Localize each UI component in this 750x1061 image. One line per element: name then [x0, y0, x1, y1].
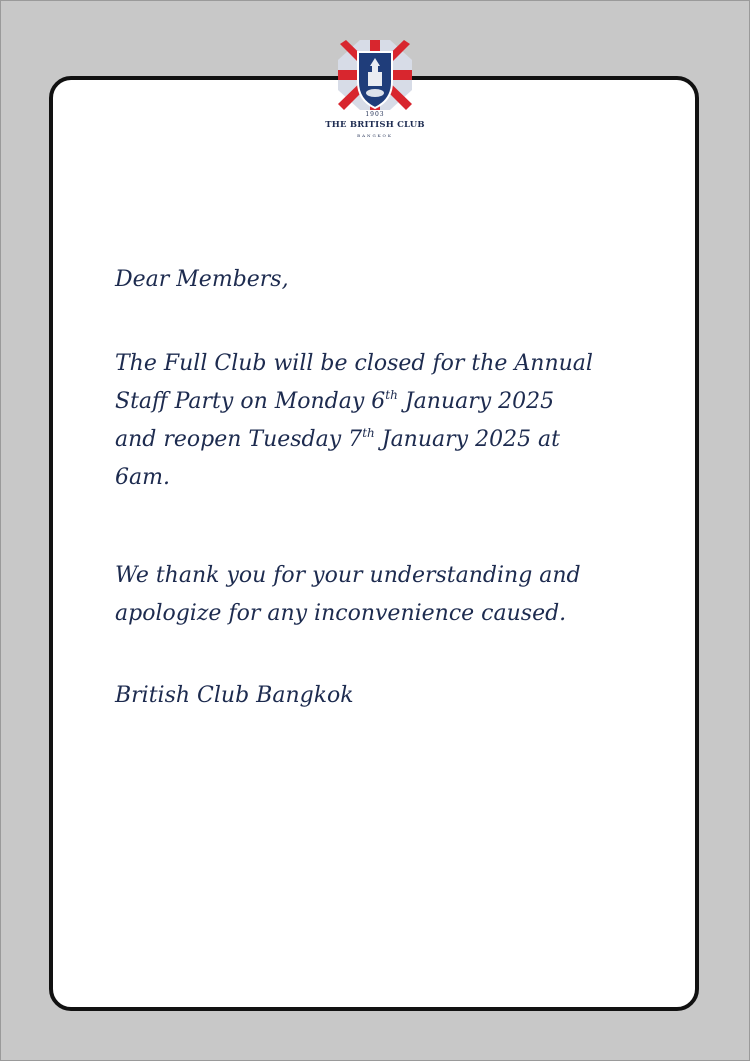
closure-paragraph — [115, 345, 675, 497]
club-logo — [318, 36, 432, 142]
closure-line-2-start: Staff Party on Monday 6 — [115, 389, 386, 414]
notice-card — [49, 76, 699, 1011]
greeting: Dear Members, — [115, 267, 289, 292]
closure-line-3-end: January 2025 at — [374, 427, 561, 452]
closure-line-2-end: January 2025 — [397, 389, 555, 414]
club-crest-icon — [336, 38, 414, 112]
closure-line-3 — [115, 421, 675, 459]
ordinal-suffix: th — [385, 388, 398, 402]
thanks-line-2: apologize for any inconvenience caused. — [115, 601, 567, 626]
closure-line-4: 6am. — [115, 465, 170, 490]
closure-line-1: The Full Club will be closed for the Annual — [115, 351, 593, 376]
closure-line-2 — [115, 383, 675, 421]
thanks-paragraph — [115, 557, 675, 633]
logo-year: 1903 — [365, 111, 385, 118]
signature: British Club Bangkok — [115, 683, 354, 708]
logo-name: THE BRITISH CLUB — [325, 120, 425, 130]
ordinal-suffix: th — [362, 426, 375, 440]
logo-city: BANGKOK — [357, 133, 393, 138]
thanks-line-1: We thank you for your understanding and — [115, 563, 581, 588]
closure-line-3-start: and reopen Tuesday 7 — [115, 427, 363, 452]
